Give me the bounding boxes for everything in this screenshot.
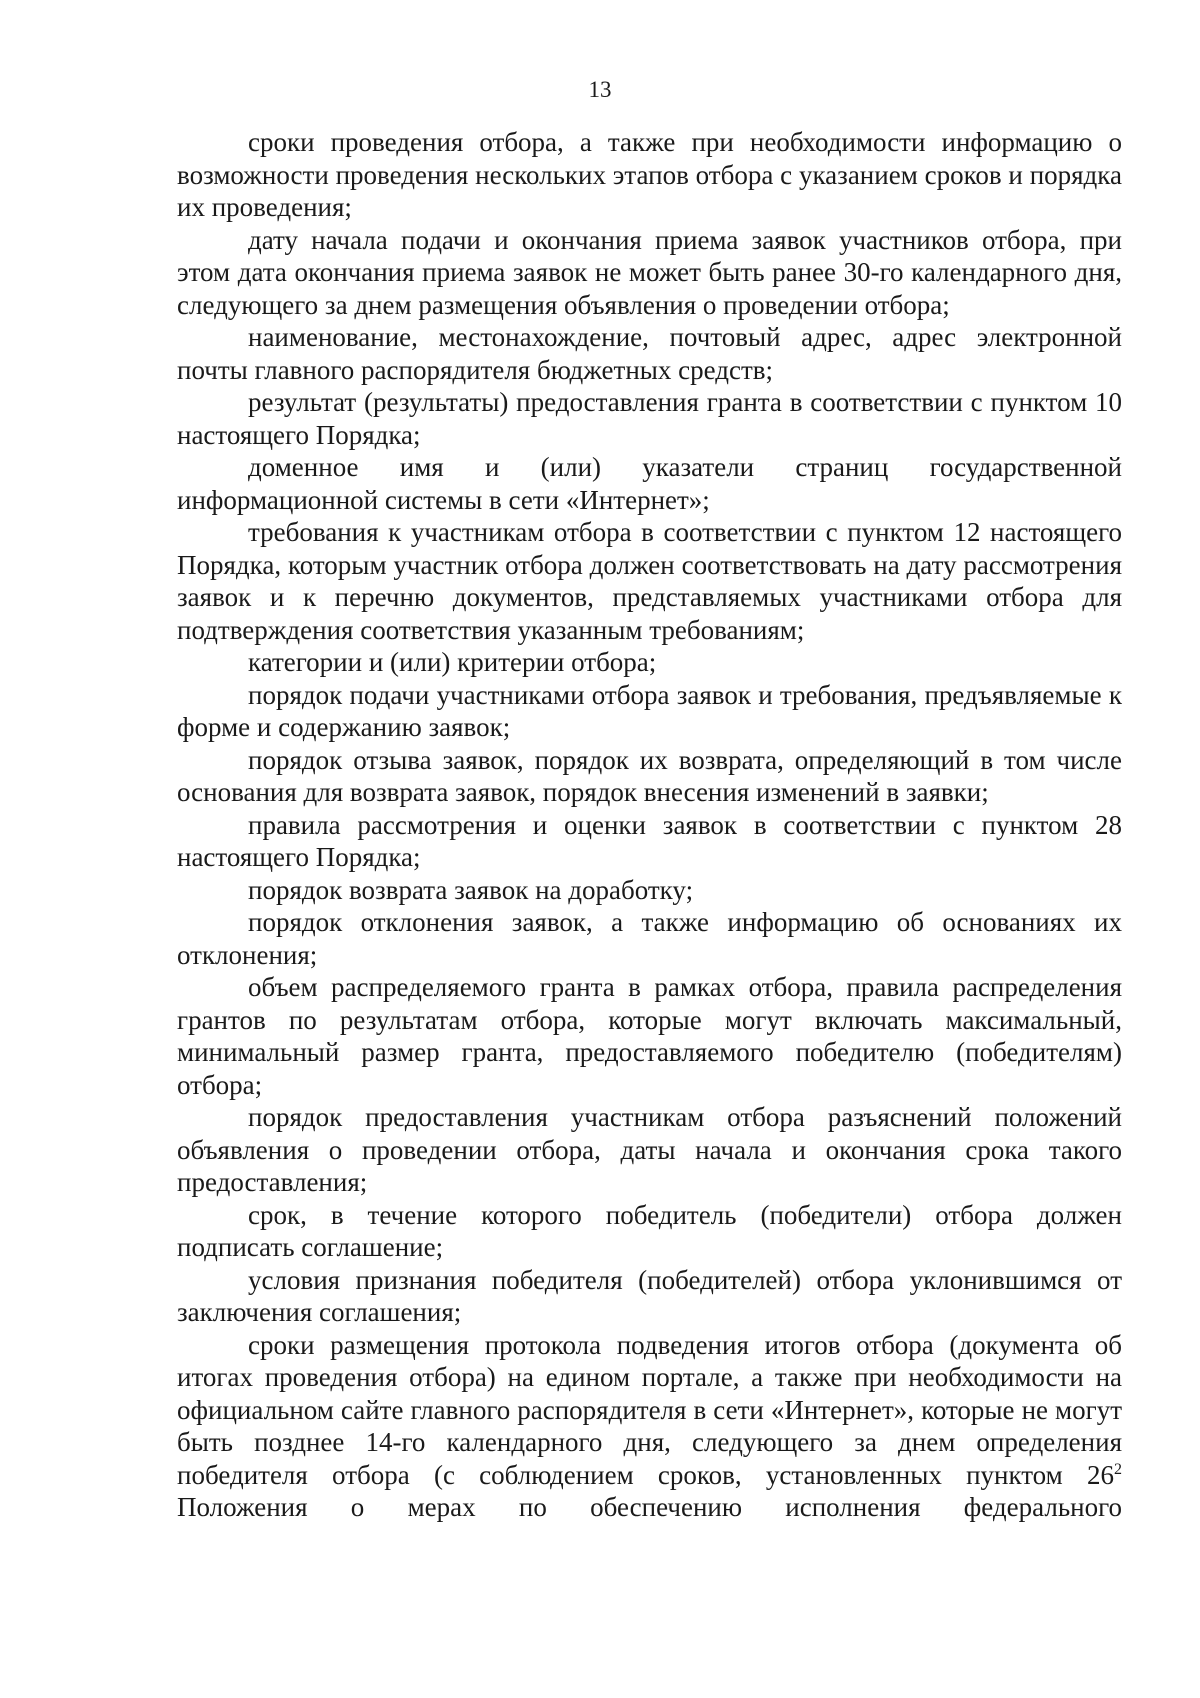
paragraph-application-dates: дату начала подачи и окончания приема заявок участников отбора, при этом дата окончания приема заявок не может быть ранее 30-го календарного дня, следующего за днем размещения объявления о проведении отбора; xyxy=(177,224,1122,320)
paragraph-organizer-details: наименование, местонахождение, почтовый адрес, адрес электронной почты главного распорядителя бюджетных средств; xyxy=(177,322,1122,385)
paragraph-signing-deadline: срок, в течение которого победитель (победители) отбора должен подписать соглашение; xyxy=(177,1199,1122,1262)
paragraph-domain-name: доменное имя и (или) указатели страниц государственной информационной системы в сети «Интернет»; xyxy=(177,452,1122,515)
paragraph-participant-requirements: требования к участникам отбора в соответствии с пунктом 12 настоящего Порядка, которым участник отбора должен соответствовать на дату рассмотрения заявок и к перечню документов, представляемых участниками отбора для подтверждения соответствия указанным требованиям; xyxy=(177,517,1122,645)
paragraph-grant-distribution: объем распределяемого гранта в рамках отбора, правила распределения грантов по результатам отбора, которые могут включать максимальный, минимальный размер гранта, предоставляемого победителю (победителям) отбора; xyxy=(177,972,1122,1100)
paragraph-protocol-publication xyxy=(177,1329,1122,1524)
paragraph-submission-procedure: порядок подачи участниками отбора заявок и требования, предъявляемые к форме и содержанию заявок; xyxy=(177,679,1122,742)
paragraph-selection-criteria: категории и (или) критерии отбора; xyxy=(248,647,657,677)
protocol-text-after: Положения о мерах по обеспечению исполнения федерального xyxy=(177,1492,1122,1522)
protocol-text-before: сроки размещения протокола подведения итогов отбора (документа об итогах проведения отбора) на едином портале, а также при необходимости на официальном сайте главного распорядителя в сети «Интернет», которые не могут быть позднее 14-го календарного дня, следующего за днем определения победителя отбора (с соблюдением сроков, установленных пунктом 26 xyxy=(177,1329,1122,1490)
paragraph-selection-timing: сроки проведения отбора, а также при необходимости информацию о возможности проведения нескольких этапов отбора с указанием сроков и порядка их проведения; xyxy=(177,127,1122,222)
paragraph-clarifications: порядок предоставления участникам отбора разъяснений положений объявления о проведении отбора, даты начала и окончания срока такого предоставления; xyxy=(177,1102,1122,1197)
paragraph-rejection-procedure: порядок отклонения заявок, а также информацию об основаниях их отклонения; xyxy=(177,907,1122,970)
superscript-marker: 2 xyxy=(1114,1460,1122,1478)
paragraph-evasion-conditions: условия признания победителя (победителей) отбора уклонившимся от заключения соглашения; xyxy=(177,1264,1122,1327)
paragraph-return-for-revision: порядок возврата заявок на доработку; xyxy=(248,874,694,905)
paragraph-withdrawal-procedure: порядок отзыва заявок, порядок их возврата, определяющий в том числе основания для возврата заявок, порядок внесения изменений в заявки; xyxy=(177,744,1122,807)
paragraph-evaluation-rules: правила рассмотрения и оценки заявок в соответствии с пунктом 28 настоящего Порядка; xyxy=(177,809,1122,872)
document-body xyxy=(177,126,1122,1524)
paragraph-grant-result: результат (результаты) предоставления гранта в соответствии с пунктом 10 настоящего Порядка; xyxy=(177,387,1122,450)
page-number: 13 xyxy=(588,77,612,102)
